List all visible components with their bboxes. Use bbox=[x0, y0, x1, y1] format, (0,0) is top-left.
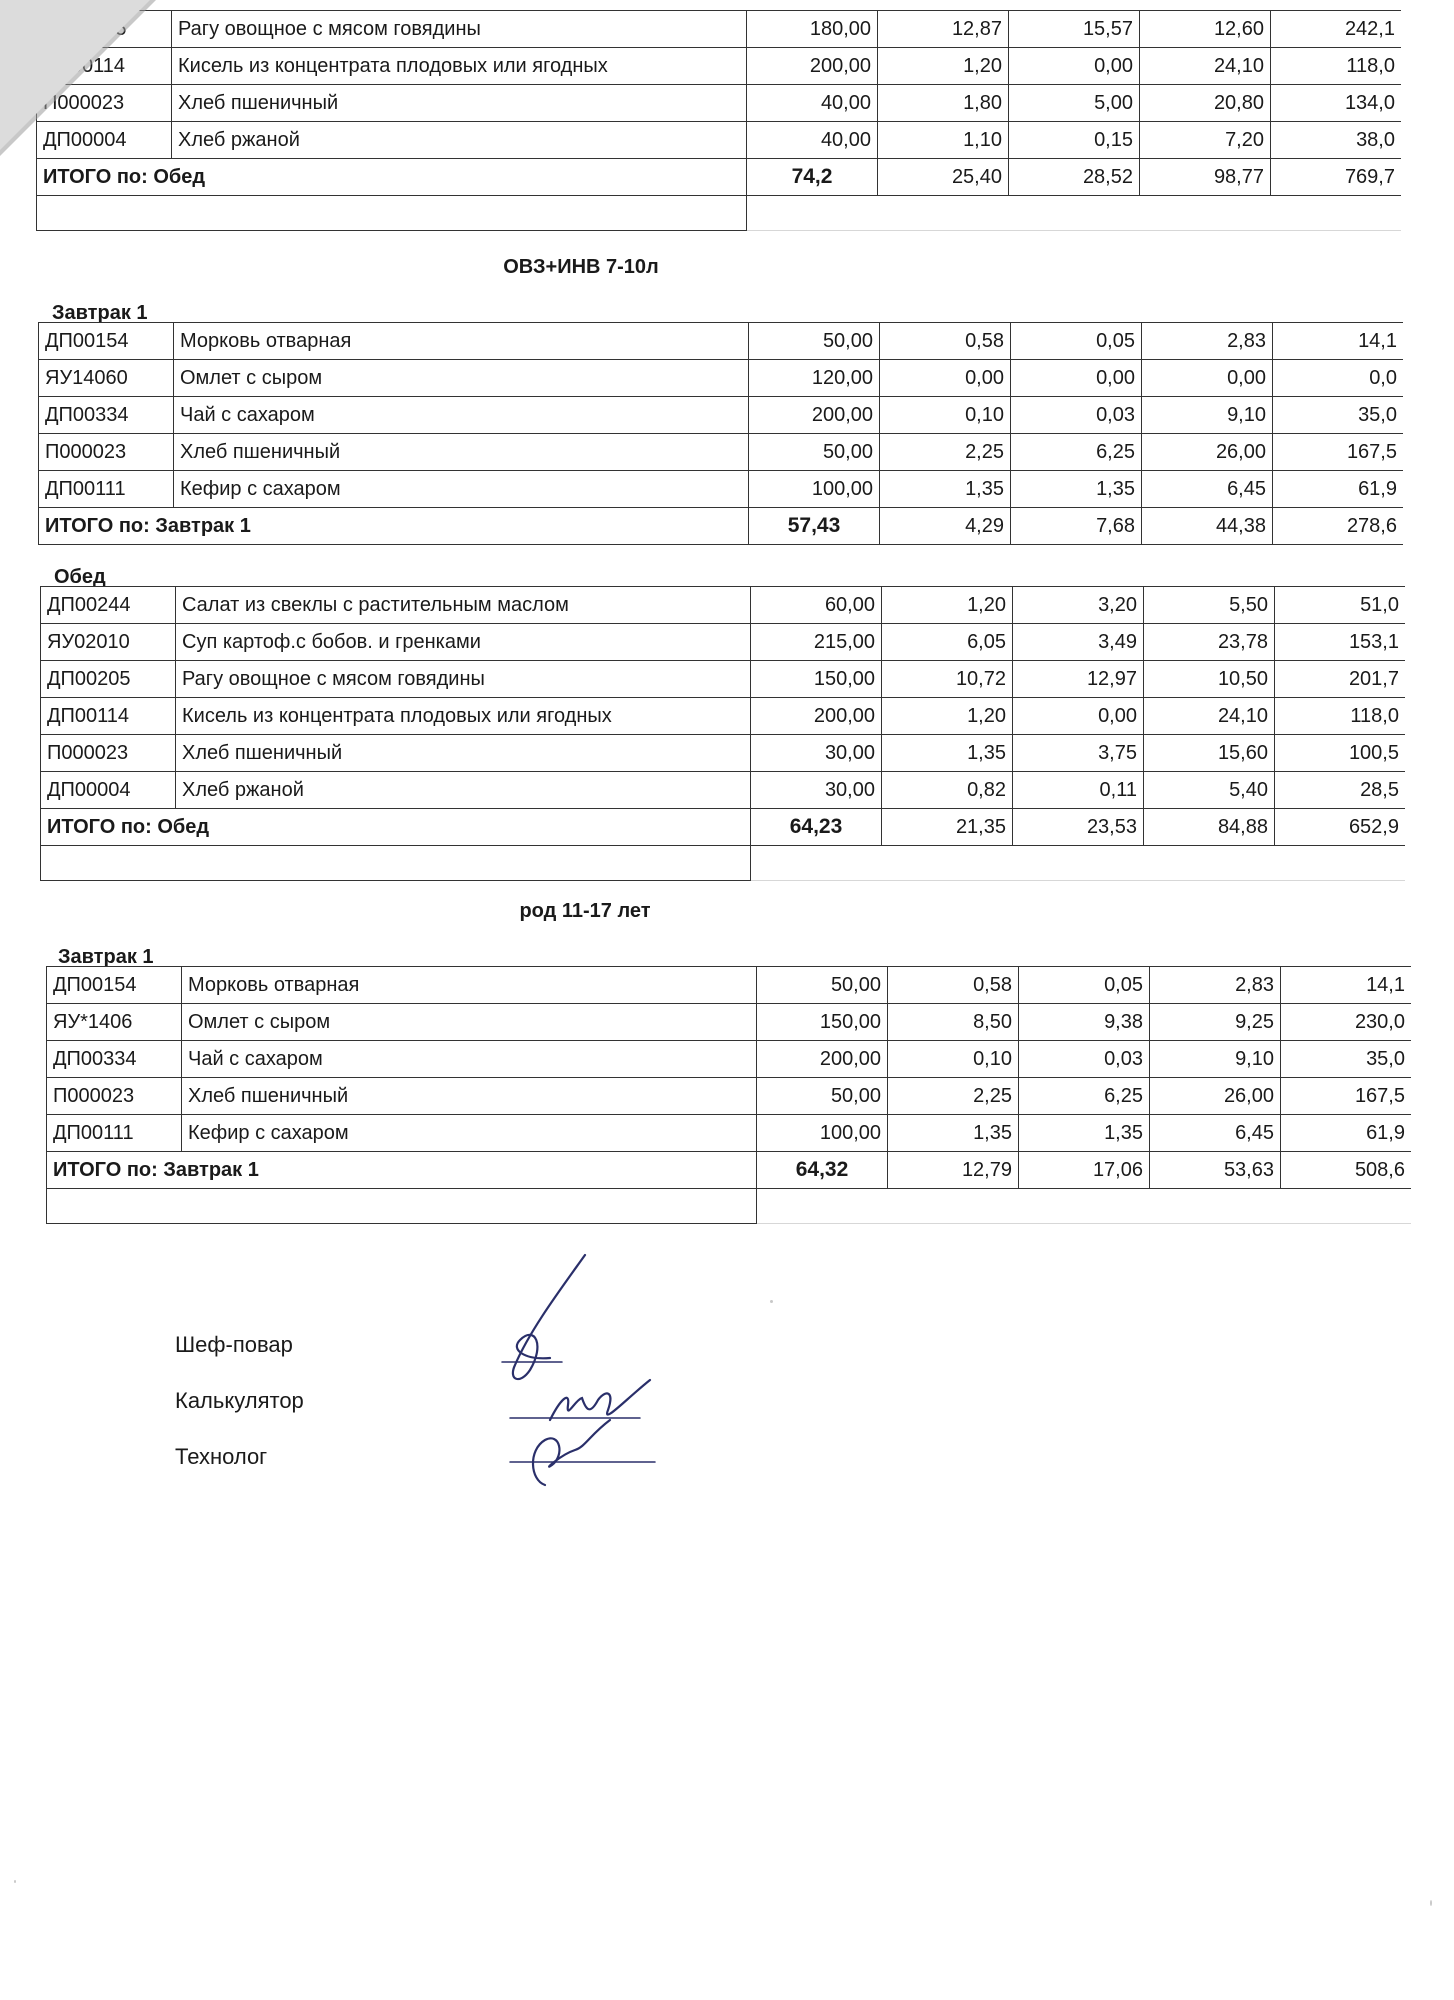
value-cell: 1,35 bbox=[1019, 1115, 1150, 1152]
table-row bbox=[41, 587, 1406, 624]
value-cell: 1,35 bbox=[880, 471, 1011, 508]
value-cell: 24,10 bbox=[1140, 48, 1271, 85]
total-value-cell: 12,79 bbox=[888, 1152, 1019, 1189]
value-cell: 153,1 bbox=[1275, 624, 1406, 661]
table-ovz-lunch bbox=[40, 586, 1405, 881]
dish-code: ДП00004 bbox=[37, 122, 172, 159]
value-cell: 0,00 bbox=[1013, 698, 1144, 735]
dish-name: Хлеб пшеничный bbox=[172, 85, 747, 122]
dish-name: Омлет с сыром bbox=[174, 360, 749, 397]
table-row bbox=[39, 434, 1404, 471]
value-cell: 150,00 bbox=[757, 1004, 888, 1041]
value-cell: 118,0 bbox=[1275, 698, 1406, 735]
value-cell: 35,0 bbox=[1273, 397, 1404, 434]
total-value-cell: 57,43 bbox=[749, 508, 880, 545]
value-cell: 3,49 bbox=[1013, 624, 1144, 661]
handwritten-signatures bbox=[490, 1250, 690, 1490]
dish-code: ДП00154 bbox=[47, 967, 182, 1004]
dish-name: Хлеб пшеничный bbox=[182, 1078, 757, 1115]
value-cell: 3,75 bbox=[1013, 735, 1144, 772]
signature-chef bbox=[513, 1255, 585, 1379]
dish-name: Кисель из концентрата плодовых или ягодных bbox=[176, 698, 751, 735]
value-cell: 167,5 bbox=[1273, 434, 1404, 471]
value-cell: 1,20 bbox=[882, 698, 1013, 735]
scan-speck bbox=[1430, 1900, 1432, 1906]
dish-name: Омлет с сыром bbox=[182, 1004, 757, 1041]
total-value-cell: 652,9 bbox=[1275, 809, 1406, 846]
blank-cell-rest bbox=[747, 196, 1402, 231]
value-cell: 242,1 bbox=[1271, 11, 1402, 48]
table-row bbox=[41, 735, 1406, 772]
value-cell: 14,1 bbox=[1273, 323, 1404, 360]
blank-cell bbox=[47, 1189, 757, 1224]
value-cell: 50,00 bbox=[749, 323, 880, 360]
total-value-cell: 508,6 bbox=[1281, 1152, 1412, 1189]
dish-name: Салат из свеклы с растительным маслом bbox=[176, 587, 751, 624]
value-cell: 24,10 bbox=[1144, 698, 1275, 735]
dish-name: Рагу овощное с мясом говядины bbox=[172, 11, 747, 48]
value-cell: 8,50 bbox=[888, 1004, 1019, 1041]
table-row bbox=[39, 323, 1404, 360]
value-cell: 40,00 bbox=[747, 122, 878, 159]
value-cell: 0,00 bbox=[1011, 360, 1142, 397]
value-cell: 26,00 bbox=[1142, 434, 1273, 471]
value-cell: 12,60 bbox=[1140, 11, 1271, 48]
value-cell: 38,0 bbox=[1271, 122, 1402, 159]
table-11-17-breakfast bbox=[46, 966, 1411, 1224]
value-cell: 1,80 bbox=[878, 85, 1009, 122]
value-cell: 1,35 bbox=[888, 1115, 1019, 1152]
meal-title-breakfast: Завтрак 1 bbox=[52, 302, 148, 324]
value-cell: 0,0 bbox=[1273, 360, 1404, 397]
table-row bbox=[47, 967, 1412, 1004]
folded-corner bbox=[0, 0, 150, 150]
value-cell: 15,57 bbox=[1009, 11, 1140, 48]
value-cell: 50,00 bbox=[749, 434, 880, 471]
total-value-cell: 7,68 bbox=[1011, 508, 1142, 545]
value-cell: 9,25 bbox=[1150, 1004, 1281, 1041]
meal-title-breakfast-11-17: Завтрак 1 bbox=[58, 946, 154, 968]
dish-code: П000023 bbox=[41, 735, 176, 772]
signature-calculator bbox=[550, 1380, 650, 1420]
total-value-cell: 98,77 bbox=[1140, 159, 1271, 196]
table-row bbox=[39, 360, 1404, 397]
total-value-cell: 21,35 bbox=[882, 809, 1013, 846]
dish-name: Рагу овощное с мясом говядины bbox=[176, 661, 751, 698]
dish-code: ДП00114 bbox=[37, 48, 172, 85]
dish-code: ДП00111 bbox=[39, 471, 174, 508]
value-cell: 12,97 bbox=[1013, 661, 1144, 698]
dish-code: ДП00334 bbox=[39, 397, 174, 434]
value-cell: 118,0 bbox=[1271, 48, 1402, 85]
value-cell: 0,11 bbox=[1013, 772, 1144, 809]
table-row bbox=[39, 471, 1404, 508]
value-cell: 0,10 bbox=[888, 1041, 1019, 1078]
value-cell: 0,15 bbox=[1009, 122, 1140, 159]
value-cell: 150,00 bbox=[751, 661, 882, 698]
table-body bbox=[39, 323, 1404, 545]
value-cell: 51,0 bbox=[1275, 587, 1406, 624]
value-cell: 50,00 bbox=[757, 1078, 888, 1115]
value-cell: 0,03 bbox=[1019, 1041, 1150, 1078]
table-top-lunch bbox=[36, 10, 1401, 231]
total-value-cell: 84,88 bbox=[1144, 809, 1275, 846]
total-label: ИТОГО по: Обед bbox=[41, 809, 751, 846]
total-value-cell: 17,06 bbox=[1019, 1152, 1150, 1189]
value-cell: 30,00 bbox=[751, 772, 882, 809]
value-cell: 5,00 bbox=[1009, 85, 1140, 122]
dish-name: Чай с сахаром bbox=[182, 1041, 757, 1078]
total-label: ИТОГО по: Завтрак 1 bbox=[47, 1152, 757, 1189]
value-cell: 6,45 bbox=[1142, 471, 1273, 508]
value-cell: 9,38 bbox=[1019, 1004, 1150, 1041]
value-cell: 1,35 bbox=[1011, 471, 1142, 508]
table-row bbox=[47, 1115, 1412, 1152]
value-cell: 167,5 bbox=[1281, 1078, 1412, 1115]
sign-label-technologist: Технолог bbox=[175, 1444, 268, 1469]
total-value-cell: 44,38 bbox=[1142, 508, 1273, 545]
total-row bbox=[41, 809, 1406, 846]
total-value-cell: 74,2 bbox=[747, 159, 878, 196]
value-cell: 50,00 bbox=[757, 967, 888, 1004]
value-cell: 1,35 bbox=[882, 735, 1013, 772]
value-cell: 0,05 bbox=[1011, 323, 1142, 360]
value-cell: 200,00 bbox=[747, 48, 878, 85]
table-body bbox=[41, 587, 1406, 881]
dish-code: ДП00205 bbox=[41, 661, 176, 698]
value-cell: 6,25 bbox=[1019, 1078, 1150, 1115]
total-value-cell: 25,40 bbox=[878, 159, 1009, 196]
value-cell: 15,60 bbox=[1144, 735, 1275, 772]
value-cell: 2,25 bbox=[888, 1078, 1019, 1115]
value-cell: 230,0 bbox=[1281, 1004, 1412, 1041]
total-row bbox=[47, 1152, 1412, 1189]
value-cell: 23,78 bbox=[1144, 624, 1275, 661]
dish-code: ДП00114 bbox=[41, 698, 176, 735]
value-cell: 6,45 bbox=[1150, 1115, 1281, 1152]
table-row bbox=[39, 397, 1404, 434]
value-cell: 9,10 bbox=[1150, 1041, 1281, 1078]
value-cell: 2,83 bbox=[1150, 967, 1281, 1004]
total-value-cell: 769,7 bbox=[1271, 159, 1402, 196]
blank-row bbox=[47, 1189, 1412, 1224]
dish-code: П000023 bbox=[39, 434, 174, 471]
table-body bbox=[47, 967, 1412, 1224]
value-cell: 100,5 bbox=[1275, 735, 1406, 772]
value-cell: 20,80 bbox=[1140, 85, 1271, 122]
dish-code: ДП00334 bbox=[47, 1041, 182, 1078]
value-cell: 0,05 bbox=[1019, 967, 1150, 1004]
value-cell: 40,00 bbox=[747, 85, 878, 122]
dish-name: Кефир с сахаром bbox=[174, 471, 749, 508]
dish-code: П000023 bbox=[37, 85, 172, 122]
value-cell: 100,00 bbox=[749, 471, 880, 508]
sign-label-chef: Шеф-повар bbox=[175, 1332, 293, 1357]
total-row bbox=[37, 159, 1402, 196]
dish-name: Кефир с сахаром bbox=[182, 1115, 757, 1152]
dish-name: Суп картоф.с бобов. и гренками bbox=[176, 624, 751, 661]
value-cell: 0,00 bbox=[880, 360, 1011, 397]
table-row bbox=[47, 1078, 1412, 1115]
blank-cell-rest bbox=[751, 846, 1406, 881]
table-row bbox=[37, 122, 1402, 159]
value-cell: 60,00 bbox=[751, 587, 882, 624]
value-cell: 35,0 bbox=[1281, 1041, 1412, 1078]
dish-name: Морковь отварная bbox=[182, 967, 757, 1004]
value-cell: 28,5 bbox=[1275, 772, 1406, 809]
value-cell: 200,00 bbox=[751, 698, 882, 735]
value-cell: 6,05 bbox=[882, 624, 1013, 661]
dish-name: Кисель из концентрата плодовых или ягодных bbox=[172, 48, 747, 85]
total-value-cell: 23,53 bbox=[1013, 809, 1144, 846]
table-row bbox=[37, 11, 1402, 48]
table-body bbox=[37, 11, 1402, 231]
value-cell: 1,20 bbox=[878, 48, 1009, 85]
value-cell: 9,10 bbox=[1142, 397, 1273, 434]
table-row bbox=[47, 1004, 1412, 1041]
scan-speck bbox=[770, 1300, 773, 1303]
signature-block bbox=[175, 1325, 304, 1493]
blank-row bbox=[37, 196, 1402, 231]
value-cell: 0,58 bbox=[888, 967, 1019, 1004]
value-cell: 61,9 bbox=[1273, 471, 1404, 508]
total-label: ИТОГО по: Завтрак 1 bbox=[39, 508, 749, 545]
dish-code: ДП00244 bbox=[41, 587, 176, 624]
dish-name: Хлеб пшеничный bbox=[176, 735, 751, 772]
value-cell: 180,00 bbox=[747, 11, 878, 48]
dish-code: П000023 bbox=[47, 1078, 182, 1115]
dish-code: ЯУ02010 bbox=[41, 624, 176, 661]
dish-code: ДП00004 bbox=[41, 772, 176, 809]
value-cell: 2,83 bbox=[1142, 323, 1273, 360]
value-cell: 10,50 bbox=[1144, 661, 1275, 698]
value-cell: 12,87 bbox=[878, 11, 1009, 48]
dish-code: ЯУ14060 bbox=[39, 360, 174, 397]
dish-name: Чай с сахаром bbox=[174, 397, 749, 434]
total-row bbox=[39, 508, 1404, 545]
dish-name: Хлеб ржаной bbox=[172, 122, 747, 159]
total-label: ИТОГО по: Обед bbox=[37, 159, 747, 196]
meal-title-lunch: Обед bbox=[54, 566, 106, 588]
value-cell: 14,1 bbox=[1281, 967, 1412, 1004]
value-cell: 26,00 bbox=[1150, 1078, 1281, 1115]
value-cell: 0,00 bbox=[1142, 360, 1273, 397]
dish-code: ДП00111 bbox=[47, 1115, 182, 1152]
table-row bbox=[37, 85, 1402, 122]
value-cell: 5,50 bbox=[1144, 587, 1275, 624]
dish-code: ДП00205 bbox=[37, 11, 172, 48]
total-value-cell: 53,63 bbox=[1150, 1152, 1281, 1189]
section-heading-ovz-inv: ОВЗ+ИНВ 7-10л bbox=[503, 256, 659, 278]
table-row bbox=[41, 624, 1406, 661]
value-cell: 120,00 bbox=[749, 360, 880, 397]
value-cell: 3,20 bbox=[1013, 587, 1144, 624]
value-cell: 0,82 bbox=[882, 772, 1013, 809]
value-cell: 0,03 bbox=[1011, 397, 1142, 434]
dish-name: Хлеб пшеничный bbox=[174, 434, 749, 471]
table-row bbox=[41, 698, 1406, 735]
value-cell: 200,00 bbox=[749, 397, 880, 434]
value-cell: 7,20 bbox=[1140, 122, 1271, 159]
total-value-cell: 64,32 bbox=[757, 1152, 888, 1189]
blank-row bbox=[41, 846, 1406, 881]
value-cell: 30,00 bbox=[751, 735, 882, 772]
blank-cell-rest bbox=[757, 1189, 1412, 1224]
value-cell: 0,10 bbox=[880, 397, 1011, 434]
signature-technologist bbox=[533, 1420, 610, 1485]
value-cell: 61,9 bbox=[1281, 1115, 1412, 1152]
value-cell: 0,00 bbox=[1009, 48, 1140, 85]
table-ovz-breakfast bbox=[38, 322, 1403, 545]
value-cell: 10,72 bbox=[882, 661, 1013, 698]
table-row bbox=[47, 1041, 1412, 1078]
value-cell: 5,40 bbox=[1144, 772, 1275, 809]
total-value-cell: 278,6 bbox=[1273, 508, 1404, 545]
dish-code: ДП00154 bbox=[39, 323, 174, 360]
blank-cell bbox=[37, 196, 747, 231]
table-row bbox=[37, 48, 1402, 85]
value-cell: 100,00 bbox=[757, 1115, 888, 1152]
blank-cell bbox=[41, 846, 751, 881]
table-row bbox=[41, 772, 1406, 809]
value-cell: 6,25 bbox=[1011, 434, 1142, 471]
value-cell: 1,20 bbox=[882, 587, 1013, 624]
total-value-cell: 4,29 bbox=[880, 508, 1011, 545]
value-cell: 1,10 bbox=[878, 122, 1009, 159]
dish-name: Морковь отварная bbox=[174, 323, 749, 360]
value-cell: 201,7 bbox=[1275, 661, 1406, 698]
dish-code: ЯУ*1406 bbox=[47, 1004, 182, 1041]
value-cell: 200,00 bbox=[757, 1041, 888, 1078]
value-cell: 215,00 bbox=[751, 624, 882, 661]
section-heading-11-17: род 11-17 лет bbox=[519, 900, 651, 922]
value-cell: 0,58 bbox=[880, 323, 1011, 360]
table-row bbox=[41, 661, 1406, 698]
sign-label-calculator: Калькулятор bbox=[175, 1388, 304, 1413]
scan-speck bbox=[14, 1880, 16, 1883]
total-value-cell: 64,23 bbox=[751, 809, 882, 846]
total-value-cell: 28,52 bbox=[1009, 159, 1140, 196]
value-cell: 2,25 bbox=[880, 434, 1011, 471]
value-cell: 134,0 bbox=[1271, 85, 1402, 122]
dish-name: Хлеб ржаной bbox=[176, 772, 751, 809]
